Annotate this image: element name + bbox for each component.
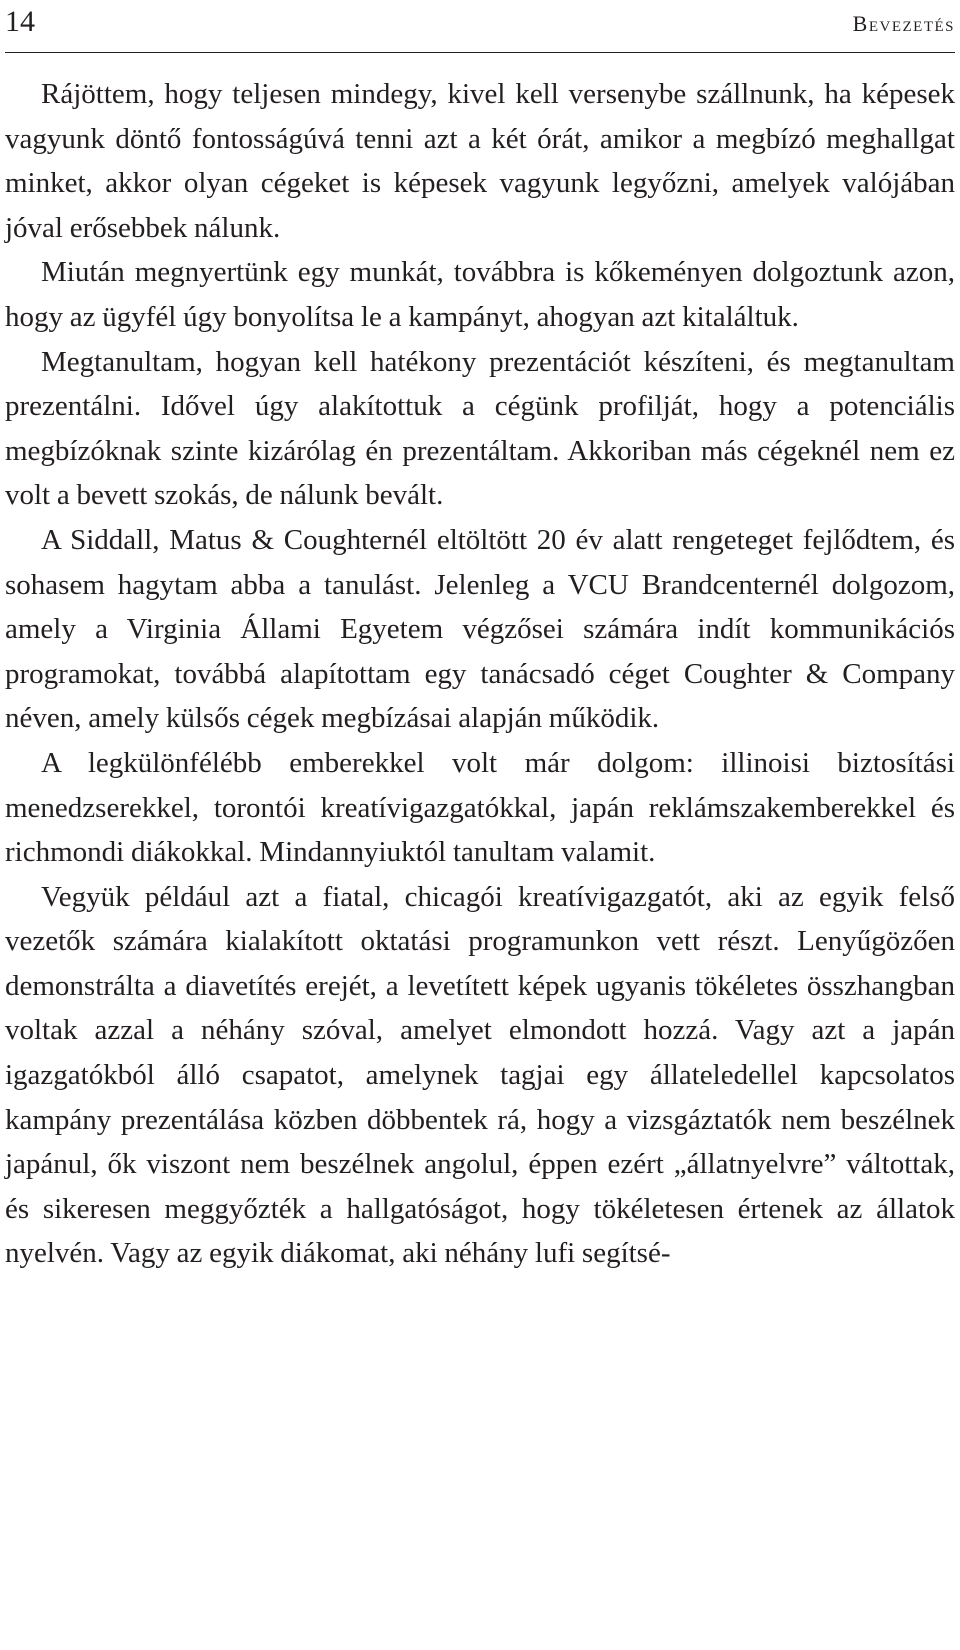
paragraph: Miután megnyertünk egy munkát, továbbra is kőkeményen dolgoztunk azon, hogy az ügyfél úgy bonyolítsa le a kampányt, ahogyan azt kitaláltuk. — [5, 256, 955, 333]
chapter-title: Bevezetés — [852, 11, 955, 36]
paragraph: Megtanultam, hogyan kell hatékony prezentációt készíteni, és megtanultam prezentálni. Idővel úgy alakítottuk a cégünk profilját, hogy a potenciális megbízóknak szinte kizárólag én prezentáltam. Akkoriban más cégeknél nem ez volt a bevett szokás, de nálunk bevált. — [5, 345, 955, 512]
running-header — [5, 0, 955, 53]
paragraph: A legkülönfélébb emberekkel volt már dolgom: illinoisi biztosítási menedzserekkel, torontói kreatívigazgatókkal, japán reklámszakemberekkel és richmondi diákokkal. Mindannyiuktól tanultam valamit. — [5, 746, 955, 869]
paragraph: Rájöttem, hogy teljesen mindegy, kivel kell versenybe szállnunk, ha képesek vagyunk döntő fontosságúvá tenni azt a két órát, amikor a megbízó meghallgat minket, akkor olyan cégeket is képesek vagyunk legyőzni, amelyek valójában jóval erősebbek nálunk. — [5, 78, 955, 244]
page-number: 14 — [5, 5, 35, 38]
body-text — [5, 72, 955, 1276]
paragraph: A Siddall, Matus & Coughternél eltöltött 20 év alatt rengeteget fejlődtem, és sohasem hagytam abba a tanulást. Jelenleg a VCU Brandcenternél dolgozom, amely a Virginia Állami Egyetem végzősei számára indít kommunikációs programokat, továbbá alapítottam egy tanácsadó céget Coughter & Company néven, amely külsős cégek megbízásai alapján működik. — [5, 523, 955, 735]
paragraph: Vegyük például azt a fiatal, chicagói kreatívigazgatót, aki az egyik felső vezetők számára kialakított oktatási programunkon vett részt. Lenyűgözően demonstrálta a diavetítés erejét, a levetített képek ugyanis tökéletes összhangban voltak azzal a néhány szóval, amelyet elmondott hozzá. Vagy azt a japán igazgatókból álló csapatot, amelynek tagjai egy állateledellel kapcsolatos kampány prezentálása közben döbbentek rá, hogy a vizsgáztatók nem beszélnek japánul, ők viszont nem beszélnek angolul, éppen ezért „állatnyelvre” váltottak, és sikeresen meggyőzték a hallgatóságot, hogy tökéletesen értenek az állatok nyelvén. Vagy az egyik diákomat, aki néhány lufi segítsé- — [5, 880, 955, 1270]
